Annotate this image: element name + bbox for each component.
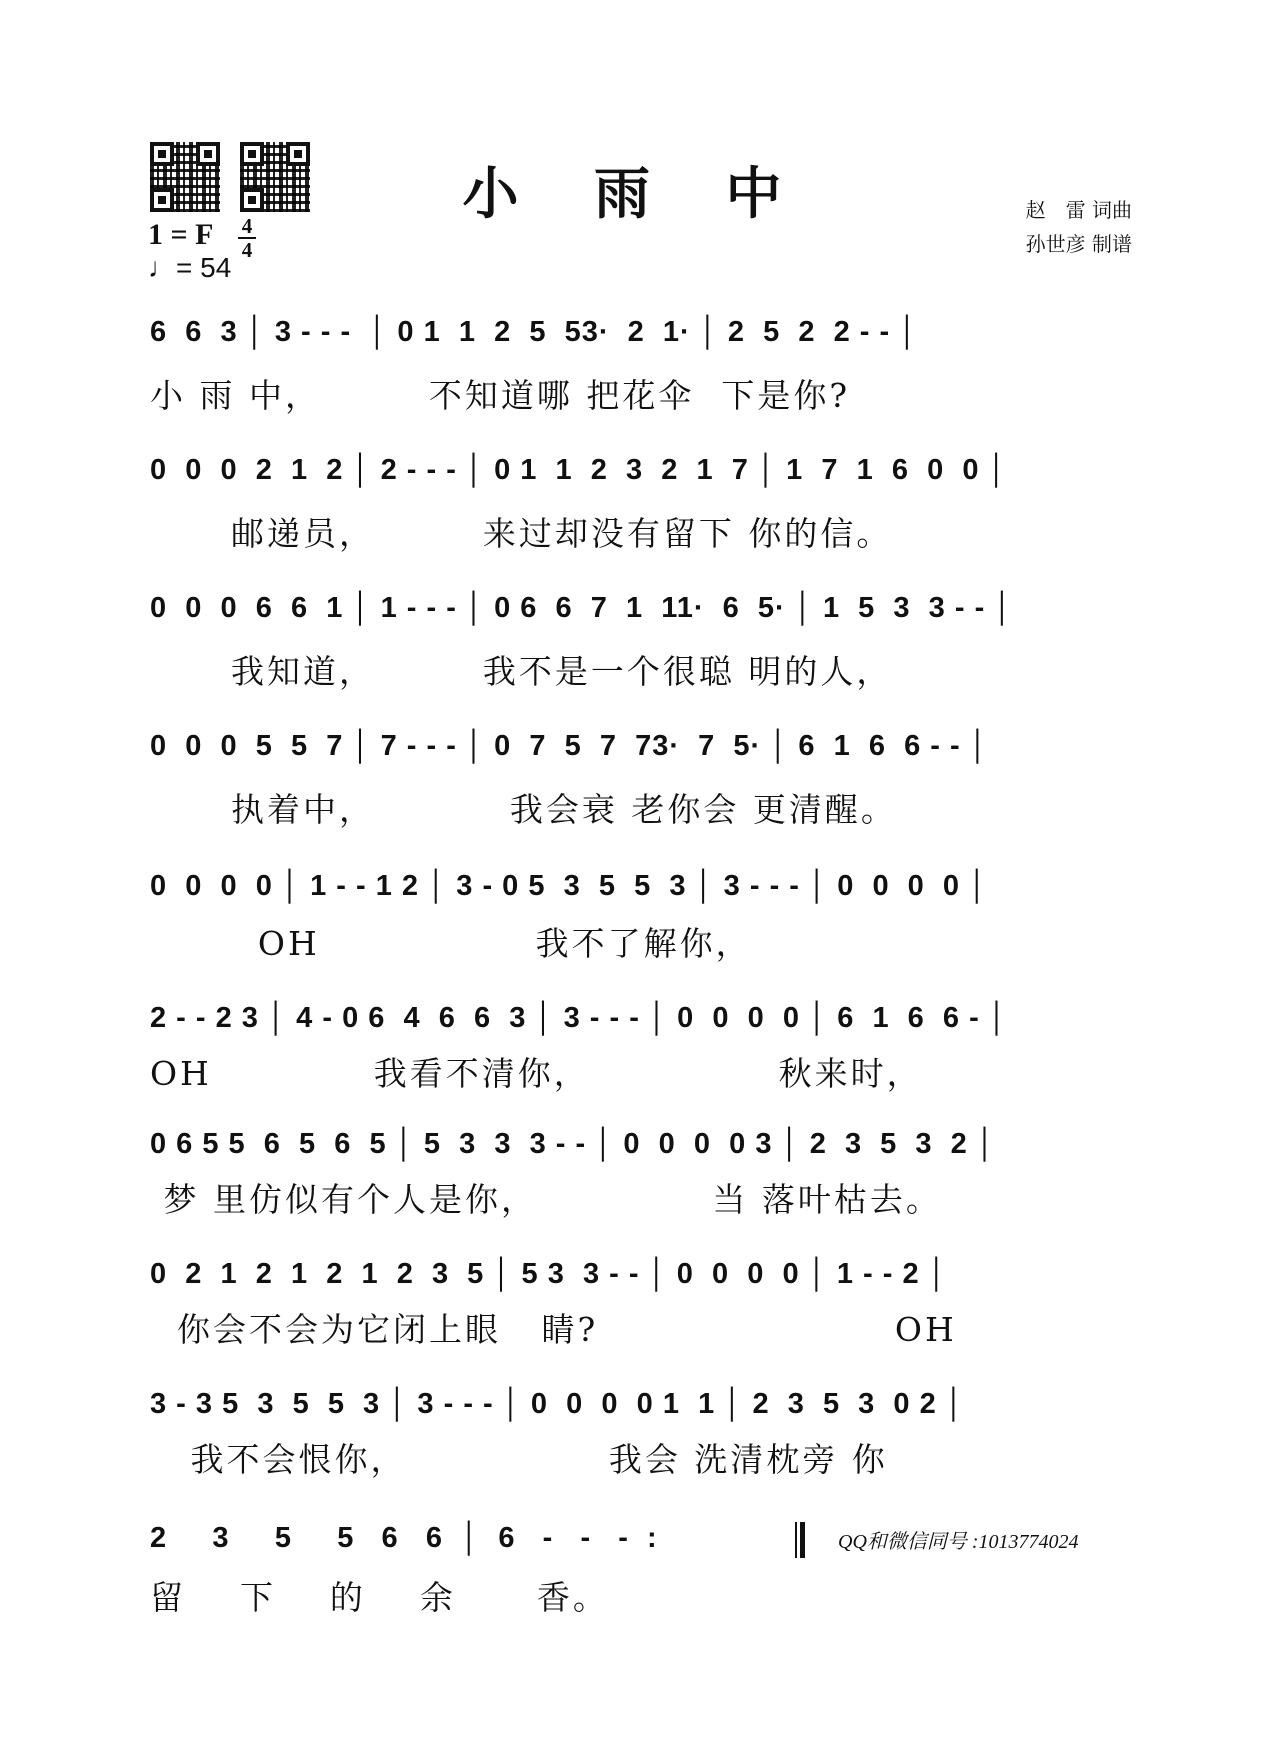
song-title: 小 雨 中 [462,161,810,227]
notes: 0 0 0 0 │ 1 - - 1 2 │ 3 - 0 5 3 5 5 3 │ 3 - - - │ 0 0 0 0 │ [150,870,989,902]
contact-info: QQ和微信同号 :1013774024 [838,1531,1079,1553]
notes: 0 6 5 5 6 5 6 5 │ 5 3 3 3 - - │ 0 0 0 0 3 │ 2 3 5 3 2 │ [150,1128,996,1160]
notes: 0 0 0 2 1 2 │ 2 - - - │ 0 1 1 2 3 2 1 7 │ 1 7 1 6 0 0 │ [150,454,1008,486]
transcriber: 孙世彦 制谱 [1025,232,1132,256]
notes: 0 2 1 2 1 2 1 2 3 5 │ 5 3 3 - - │ 0 0 0 0 │ 1 - - 2 │ [150,1258,948,1290]
lyrics: 梦 里仿似有个人是你， 当 落叶枯去。 [150,1180,942,1219]
time-signature-top: 4 [241,214,253,238]
lyrics: OH 我不了解你， [150,924,752,963]
notes: 3 - 3 5 3 5 5 3 │ 3 - - - │ 0 0 0 0 1 1 │ 2 3 5 3 0 2 │ [150,1388,965,1420]
key-signature: 1 = F [148,218,214,251]
lyrics: OH 我看不清你， 秋来时， [150,1054,923,1093]
lyrics: 留 下 的 余 香。 [150,1578,609,1617]
lyricist-composer: 赵 雷 词曲 [1025,198,1132,222]
notes: 0 0 0 5 5 7 │ 7 - - - │ 0 7 5 7 73· 7 5· │ 6 1 6 6 - - │ [150,730,989,762]
notes: 2 - - 2 3 │ 4 - 0 6 4 6 6 3 │ 3 - - - │ 0 0 0 0 │ 6 1 6 6 - │ [150,1002,1008,1034]
time-signature-bottom: 4 [241,238,253,262]
lyrics: 邮递员， 来过却没有留下 你的信。 [150,514,893,553]
repeat-end-barline [795,1522,803,1558]
tempo-marking: ♩= 54 [148,252,232,283]
lyrics: 执着中， 我会衰 老你会 更清醒。 [150,790,897,829]
lyrics: 我不会恨你， 我会 洗清枕旁 你 [150,1440,888,1479]
notes: 2 3 5 5 6 6 │ 6 - - - : [150,1522,658,1554]
lyrics: 我知道， 我不是一个很聪 明的人， [150,652,893,691]
time-signature [238,216,256,260]
lyrics: 小 雨 中， 不知道哪 把花伞 下是你? [150,376,851,415]
lyrics: 你会不会为它闭上眼 睛? OH [150,1310,957,1349]
notes: 6 6 3 │ 3 - - - │ 0 1 1 2 5 53· 2 1· │ 2 5 2 2 - - │ [150,316,919,348]
notes: 0 0 0 6 6 1 │ 1 - - - │ 0 6 6 7 1 11· 6 5· │ 1 5 3 3 - - │ [150,592,1014,624]
